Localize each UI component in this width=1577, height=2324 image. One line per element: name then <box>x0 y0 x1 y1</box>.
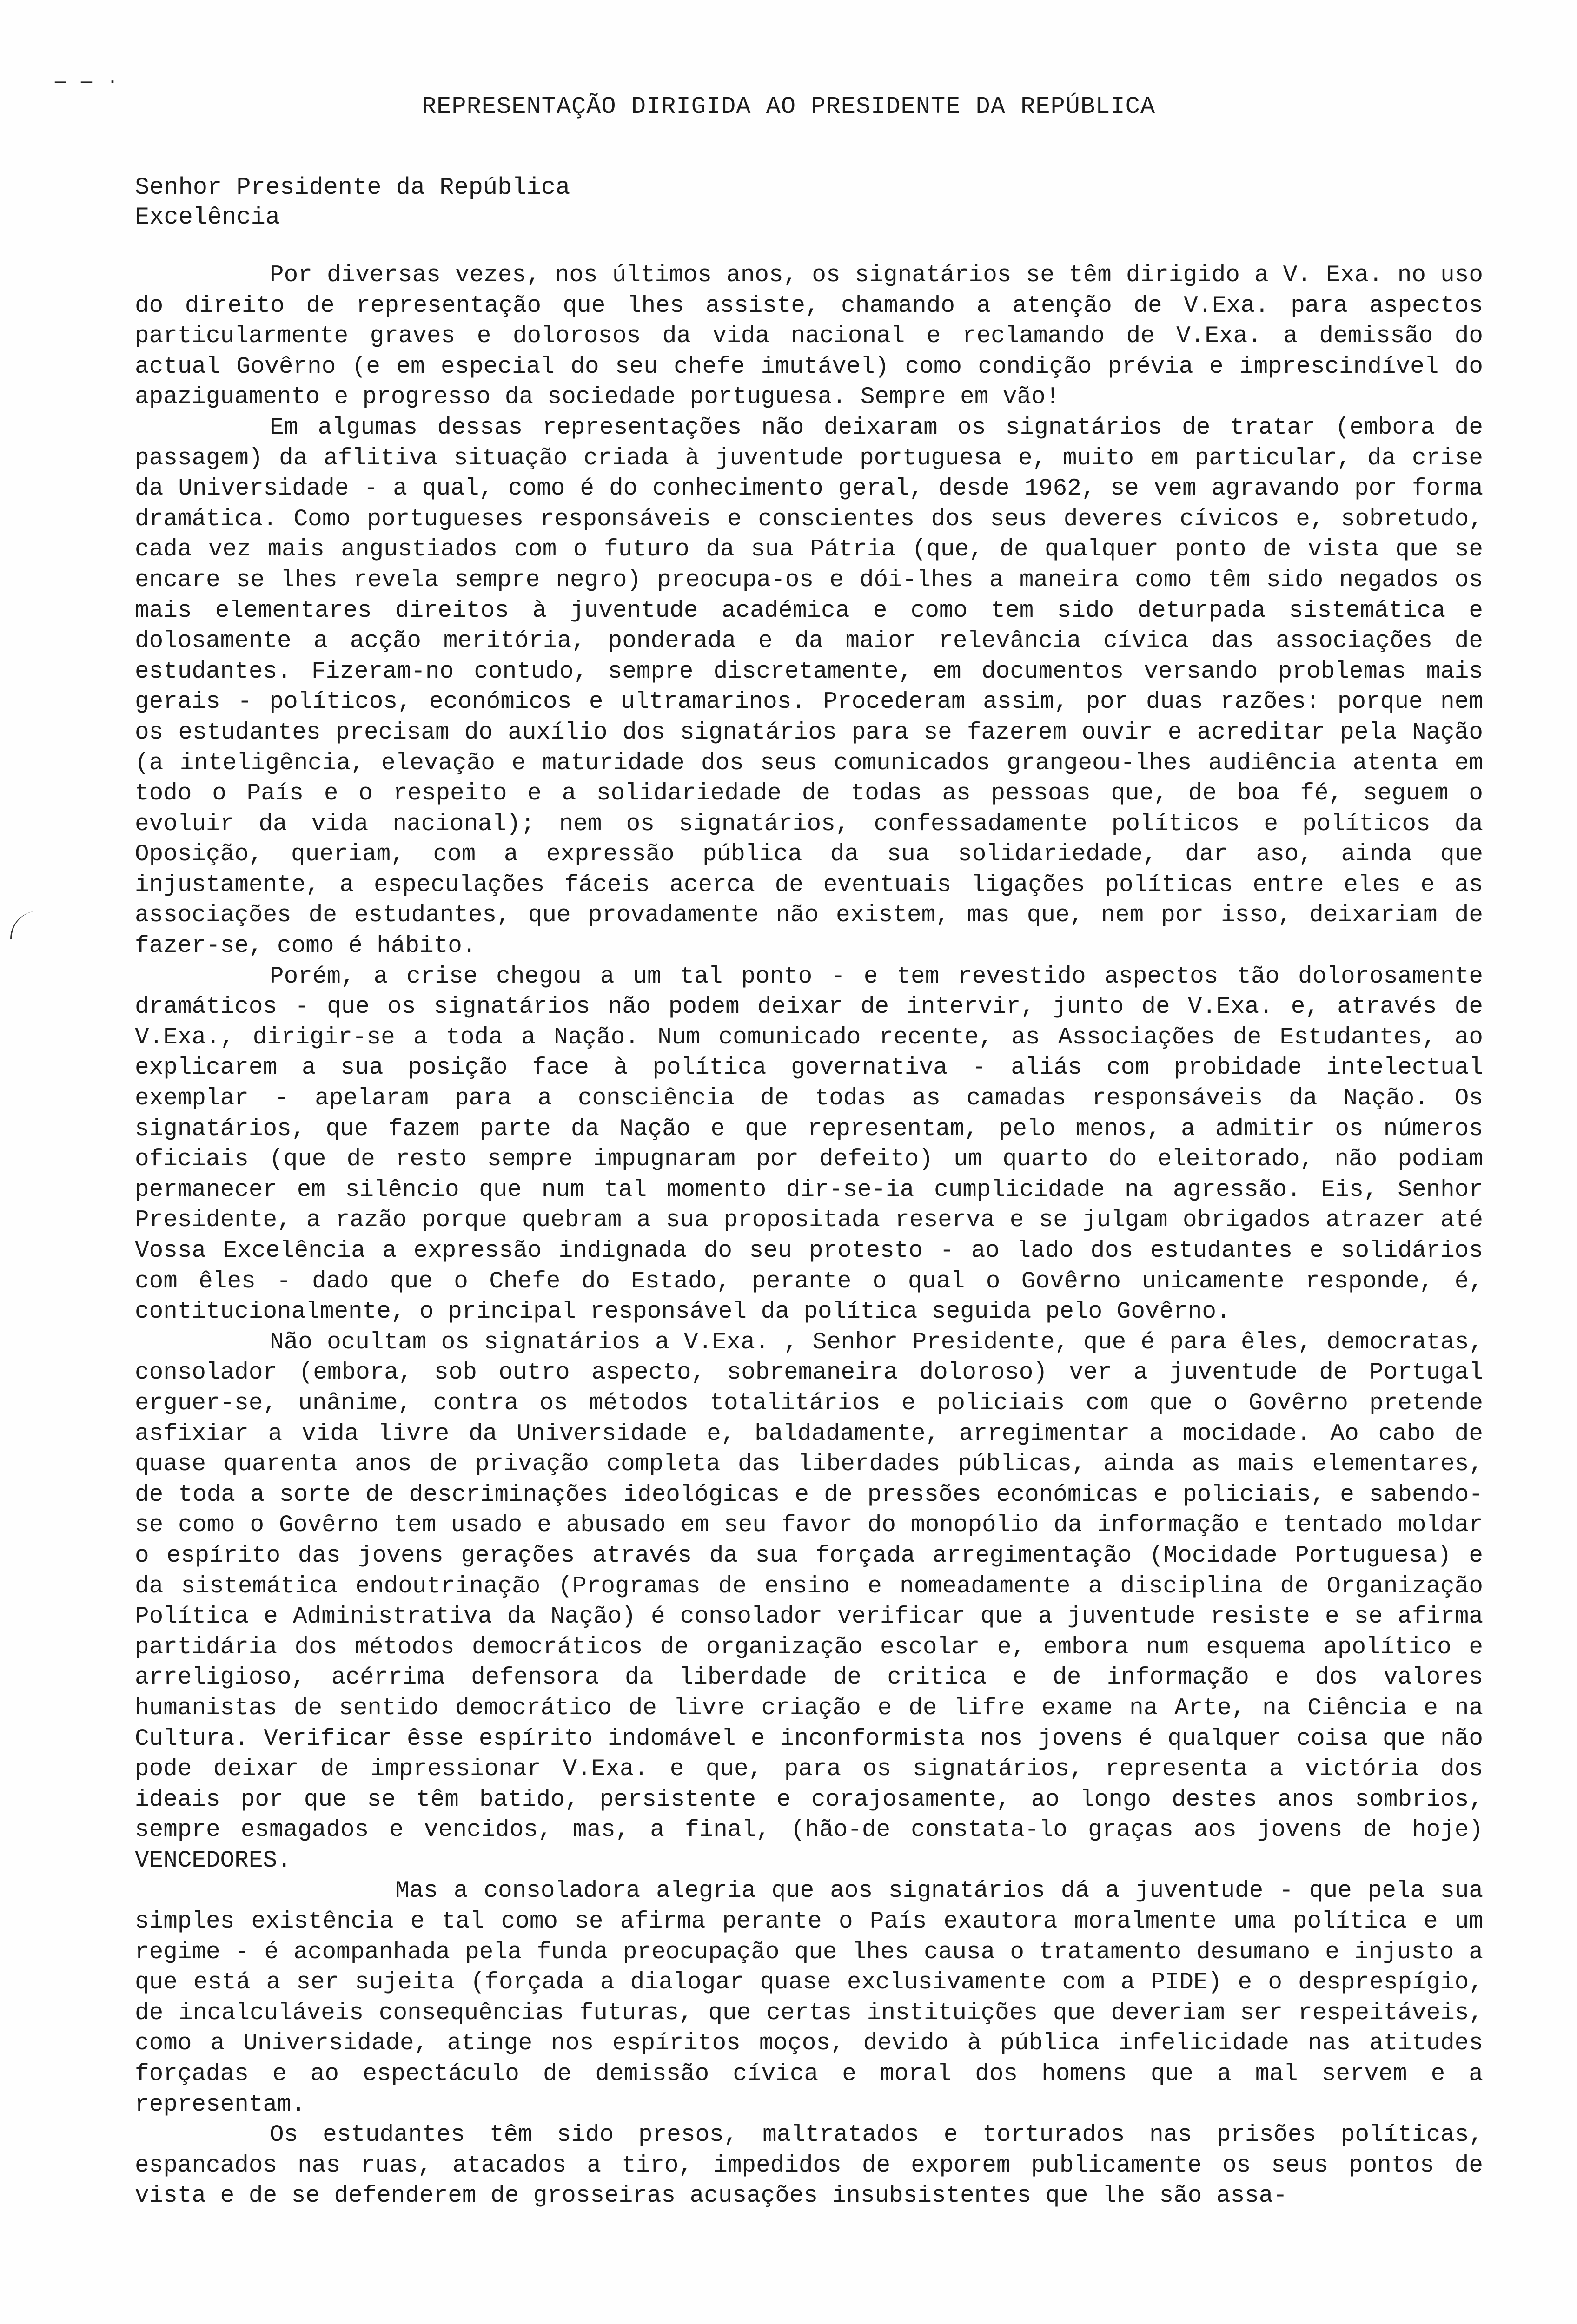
document-title: REPRESENTAÇÃO DIRIGIDA AO PRESIDENTE DA REPÚBLICA <box>421 93 1156 120</box>
paragraph-1: Por diversas vezes, nos últimos anos, os signatários se têm dirigido a V. Exa. no uso do direito de representação que lhes assiste, chamando a atenção de V.Exa. para aspectos particularmente graves e dolorosos da vida nacional e reclamando de V.Exa. a demissão do actual Govêrno (e em especial do seu chefe imutável) como condição prévia e imprescindível do apaziguamento e progresso da sociedade portuguesa. Sempre em vão! <box>135 262 1483 411</box>
document-body <box>135 260 1483 2212</box>
paragraph-6: Os estudantes têm sido presos, maltratados e torturados nas prisões políticas, espancados nas ruas, atacados a tiro, impedidos de exporem publicamente os seus pontos de vista e de se defenderem de grosseiras acusações insubsistentes que lhe são assa- <box>135 2122 1483 2210</box>
corner-mark: — — · <box>55 72 120 93</box>
paragraph-5: Mas a consoladora alegria que aos signatários dá a juventude - que pela sua simples existência e tal como se afirma perante o País exautora moralmente uma política e um regime - é acompanhada pela funda preocupação que lhes causa o tratamento desumano e injusto a que está a ser sujeita (forçada a dialogar quase exclusivamente com a PIDE) e o desprespígio, de incalculáveis consequências futuras, que certas instituições que deveriam ser respeitáveis, como a Universidade, atinge nos espíritos moços, devido à pública infelicidade nas atitudes forçadas e ao espectáculo de demissão cívica e moral dos homens que a mal servem e a representam. <box>135 1878 1483 2118</box>
salutation-line-2: Excelência <box>135 204 280 231</box>
salutation <box>135 173 570 232</box>
paragraph-2: Em algumas dessas representações não deixaram os signatários de tratar (embora de passagem) da aflitiva situação criada à juventude portuguesa e, muito em particular, da crise da Universidade - a qual, como é do conhecimento geral, desde 1962, se vem agravando por forma dramática. Como portugueses responsáveis e conscientes dos seus deveres cívicos e, sobretudo, cada vez mais angustiados com o futuro da sua Pátria (que, de qualquer ponto de vista que se encare se lhes revela sempre negro) preocupa-os e dói-lhes a maneira como têm sido negados os mais elementares direitos à juventude académica e como tem sido deturpada sistemática e dolosamente a acção meritória, ponderada e da maior relevância cívica das associações de estudantes. Fizeram-no contudo, sempre discretamente, em documentos versando problemas mais gerais - políticos, económicos e ultramarinos. Procederam assim, por duas razões: porque nem os estudantes precisam do auxílio dos signatários para se fazerem ouvir e acreditar pela Nação (a inteligência, elevação e maturidade dos seus comunicados grangeou-lhes audiência atenta em todo o País e o respeito e a solidariedade de todas as pessoas que, de boa fé, seguem o evoluir da vida nacional); nem os signatários, confessadamente políticos e políticos da Oposição, queriam, com a expressão pública da sua solidariedade, dar aso, ainda que injustamente, a especulações fáceis acerca de eventuais ligações políticas entre eles e as associações de estudantes, que provadamente não existem, mas que, nem por isso, deixariam de fazer-se, como é hábito. <box>135 414 1483 960</box>
paragraph-3: Porém, a crise chegou a um tal ponto - e tem revestido aspectos tão dolorosamente dramáticos - que os signatários não podem deixar de intervir, junto de V.Exa. e, através de V.Exa., dirigir-se a toda a Nação. Num comunicado recente, as Associações de Estudantes, ao explicarem a sua posição face à política governativa - aliás com probidade intelectual exemplar - apelaram para a consciência de todas as camadas responsáveis da Nação. Os signatários, que fazem parte da Nação e que representam, pelo menos, a admitir os números oficiais (que de resto sempre impugnaram por defeito) um quarto do eleitorado, não podiam permanecer em silêncio que num tal momento dir-se-ia cumplicidade na agressão. Eis, Senhor Presidente, a razão porque quebram a sua propositada reserva e se julgam obrigados atrazer até Vossa Excelência a expressão indignada do seu protesto - ao lado dos estudantes e solidários com êles - dado que o Chefe do Estado, perante o qual o Govêrno unicamente responde, é, contitucionalmente, o principal responsável da política seguida pelo Govêrno. <box>135 963 1483 1326</box>
salutation-line-1: Senhor Presidente da República <box>135 174 570 201</box>
paragraph-4: Não ocultam os signatários a V.Exa. , Senhor Presidente, que é para êles, democratas, consolador (embora, sob outro aspecto, sobremaneira doloroso) ver a juventude de Portugal erguer-se, unânime, contra os métodos totalitários e policiais com que o Govêrno pretende asfixiar a vida livre da Universidade e, baldadamente, arregimentar a mocidade. Ao cabo de quase quarenta anos de privação completa das liberdades públicas, ainda as mais elementares, de toda a sorte de descriminações ideológicas e de pressões económicas e policiais, e sabendo-se como o Govêrno tem usado e abusado em seu favor do monopólio da informação e tentado moldar o espírito das jovens gerações através da sua forçada arregimentação (Mocidade Portuguesa) e da sistemática endoutrinação (Programas de ensino e nomeadamente a disciplina de Organização Política e Administrativa da Nação) é consolador verificar que a juventude resiste e se afirma partidária dos métodos democráticos de organização escolar e, embora num esquema apolítico e arreligioso, acérrima defensora da liberdade de critica e de informação e dos valores humanistas de sentido democrático de livre criação e de lifre exame na Arte, na Ciência e na Cultura. Verificar êsse espírito indomável e inconformista nos jovens é qualquer coisa que não pode deixar de impressionar V.Exa. e que, para os signatários, representa a victória dos ideais por que se têm batido, persistente e corajosamente, ao longo destes anos sombrios, sempre esmagados e vencidos, mas, a final, (hão-de constata-lo graças aos jovens de hoje) VENCEDORES. <box>135 1329 1483 1874</box>
margin-bracket <box>10 911 40 939</box>
